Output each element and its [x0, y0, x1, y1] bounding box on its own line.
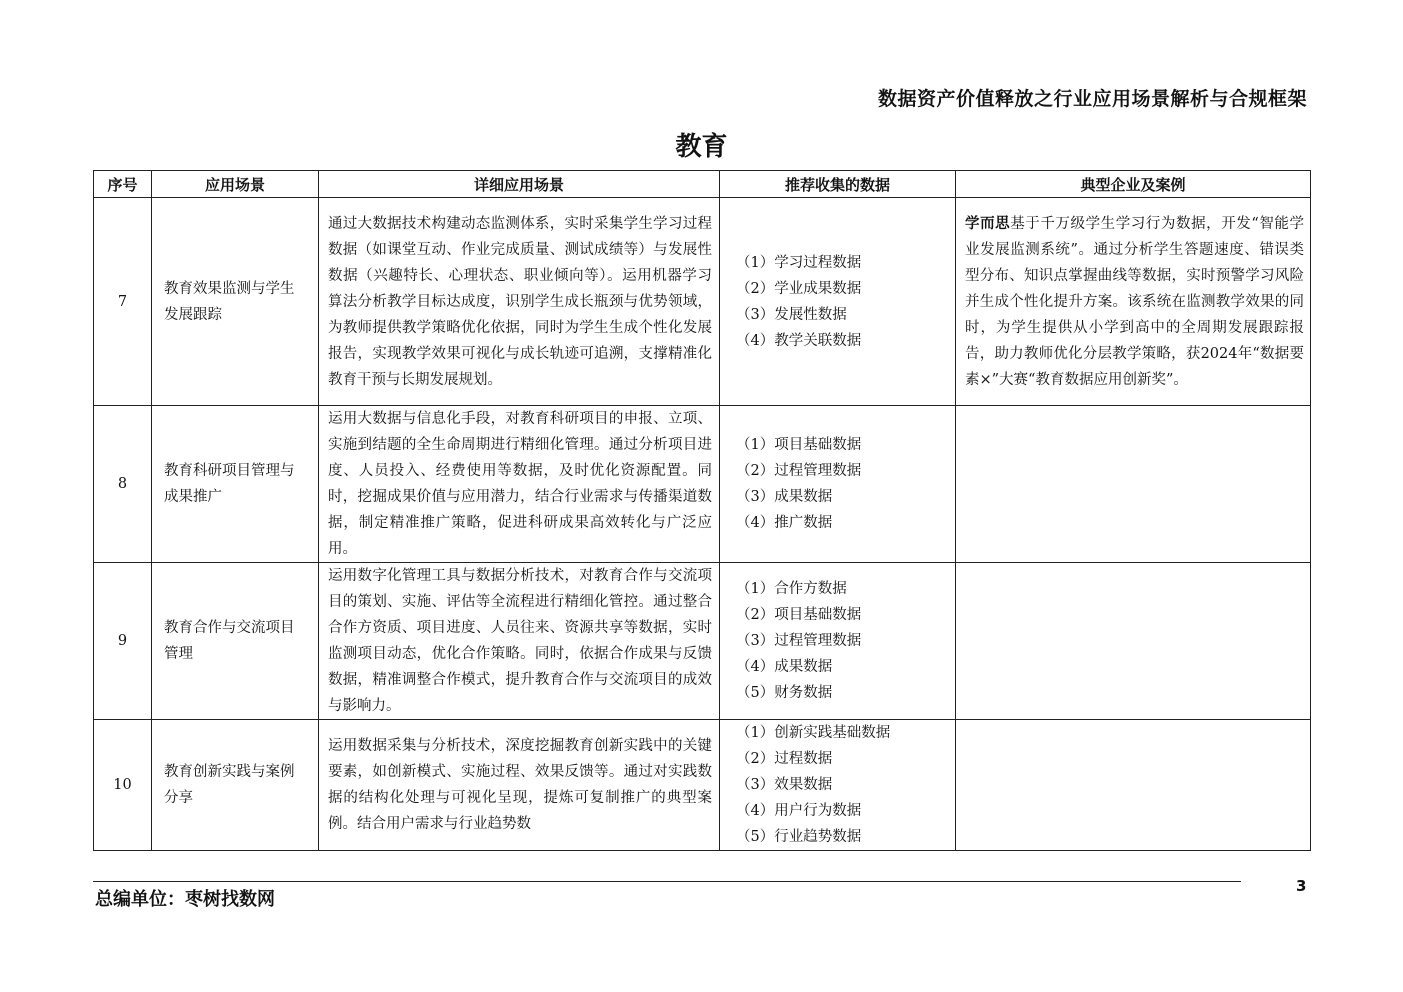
- data-item: （2）项目基础数据: [736, 607, 862, 623]
- detail-cell: 运用大数据与信息化手段，对教育科研项目的申报、立项、实施到结题的全生命周期进行精细化管理。通过分析项目进度、人员投入、经费使用等数据，及时优化资源配置。同时，挖掘成果价值与应用潜力，结合行业需求与传播渠道数据，制定精准推广策略，促进科研成果高效转化与广泛应用。: [319, 406, 720, 563]
- data-item: （3）发展性数据: [736, 306, 847, 323]
- detail-cell: 运用数字化管理工具与数据分析技术，对教育合作与交流项目的策划、实施、评估等全流程进行精细化管控。通过整合合作方资质、项目进度、人员往来、资源共享等数据，实时监测项目动态，优化合作策略。同时，依据合作成果与反馈数据，精准调整合作模式，提升教育合作与交流项目的成效与影响力。: [319, 563, 720, 720]
- page-title: 教育: [675, 132, 728, 162]
- page-number: 3: [1296, 877, 1307, 895]
- case-cell: [956, 563, 1311, 720]
- data-item: （4）成果数据: [736, 659, 833, 675]
- column-header-case: 典型企业及案例: [956, 171, 1311, 198]
- data-item: （3）成果数据: [736, 489, 833, 505]
- data-item: （4）教学关联数据: [736, 332, 862, 349]
- data-item: （1）创新实践基础数据: [736, 725, 891, 741]
- case-cell: [956, 720, 1311, 851]
- row-number: 9: [94, 563, 152, 720]
- table-row: [94, 563, 1311, 720]
- scene-cell: 教育合作与交流项目管理: [152, 563, 319, 720]
- data-item: （1）合作方数据: [736, 581, 847, 597]
- data-item: （2）过程数据: [736, 751, 833, 767]
- data-item: （5）行业趋势数据: [736, 829, 862, 845]
- row-number: 10: [94, 720, 152, 851]
- detail-cell: 运用数据采集与分析技术，深度挖掘教育创新实践中的关键要素，如创新模式、实施过程、效果反馈等。通过对实践数据的结构化处理与可视化呈现，提炼可复制推广的典型案例。结合用户需求与行业趋势数: [319, 720, 720, 851]
- scene-cell: 教育效果监测与学生发展跟踪: [152, 198, 319, 406]
- case-company: 学而思: [965, 215, 1011, 232]
- data-item: （2）学业成果数据: [736, 280, 862, 297]
- detail-cell: 通过大数据技术构建动态监测体系，实时采集学生学习过程数据（如课堂互动、作业完成质量、测试成绩等）与发展性数据（兴趣特长、心理状态、职业倾向等）。运用机器学习算法分析教学目标达成度，识别学生成长瓶颈与优势领域，为教师提供教学策略优化依据，同时为学生生成个性化发展报告，实现教学效果可视化与成长轨迹可追溯，支撑精准化教育干预与长期发展规划。: [319, 198, 720, 406]
- data-item: （4）用户行为数据: [736, 803, 862, 819]
- data-item: （3）过程管理数据: [736, 633, 862, 649]
- data-item: （3）效果数据: [736, 777, 833, 793]
- data-item: （1）项目基础数据: [736, 437, 862, 453]
- document-header-title: 数据资产价值释放之行业应用场景解析与合规框架: [877, 88, 1307, 110]
- data-cell: [720, 406, 956, 563]
- table-header-row: [94, 171, 1311, 198]
- table-row: [94, 720, 1311, 851]
- row-number: 7: [94, 198, 152, 406]
- data-item: （4）推广数据: [736, 515, 833, 531]
- column-header-no: 序号: [94, 171, 152, 198]
- data-cell: [720, 563, 956, 720]
- row-number: 8: [94, 406, 152, 563]
- scenario-table: [93, 170, 1311, 851]
- data-item: （5）财务数据: [736, 685, 833, 701]
- table-row: [94, 406, 1311, 563]
- scene-cell: 教育科研项目管理与成果推广: [152, 406, 319, 563]
- table-row: [94, 198, 1311, 406]
- case-cell: [956, 406, 1311, 563]
- case-cell: [956, 198, 1311, 406]
- data-item: （2）过程管理数据: [736, 463, 862, 479]
- data-item: （1）学习过程数据: [736, 254, 862, 271]
- column-header-scene: 应用场景: [152, 171, 319, 198]
- footer-divider: [93, 881, 1241, 882]
- scene-cell: 教育创新实践与案例分享: [152, 720, 319, 851]
- data-cell: [720, 720, 956, 851]
- column-header-detail: 详细应用场景: [319, 171, 720, 198]
- case-text: 基于千万级学生学习行为数据，开发“智能学业发展监测系统”。通过分析学生答题速度、错误类型分布、知识点掌握曲线等数据，实时预警学习风险并生成个性化提升方案。该系统在监测教学效果的同时，为学生提供从小学到高中的全周期发展跟踪报告，助力教师优化分层教学策略，获2024年“数据要素×”大赛“教育数据应用创新奖”。: [965, 215, 1304, 388]
- footer-organization: 总编单位：枣树找数网: [95, 889, 275, 910]
- column-header-data: 推荐收集的数据: [720, 171, 956, 198]
- data-cell: [720, 198, 956, 406]
